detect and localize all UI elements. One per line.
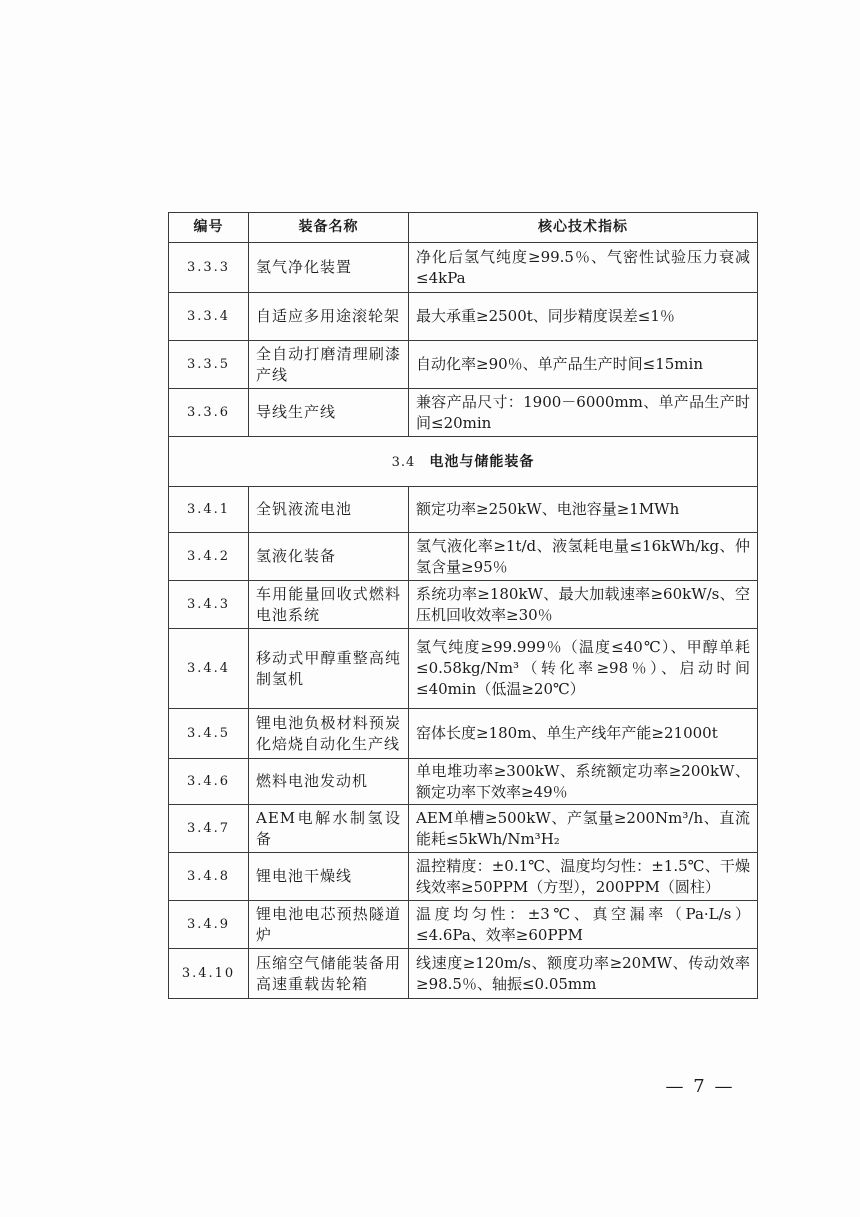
- table-row: [169, 533, 758, 581]
- table-row: [169, 853, 758, 901]
- row-spec: 系统功率≥180kW、最大加载速率≥60kW/s、空压机回收效率≥30％: [409, 581, 758, 629]
- row-name: 全钒液流电池: [249, 487, 409, 533]
- table-row: [169, 709, 758, 759]
- row-spec: 线速度≥120m/s、额度功率≥20MW、传动效率≥98.5％、轴振≤0.05mm: [409, 949, 758, 999]
- row-spec: 氢气纯度≥99.999％（温度≤40℃）、甲醇单耗≤0.58kg/Nm³（转化率≥98％）、启动时间≤40min（低温≥20℃）: [409, 629, 758, 709]
- header-spec: 核心技术指标: [409, 213, 758, 243]
- row-id: 3.3.3: [169, 243, 249, 293]
- table-row: [169, 581, 758, 629]
- row-id: 3.4.5: [169, 709, 249, 759]
- row-id: 3.4.4: [169, 629, 249, 709]
- row-spec: 温控精度：±0.1℃、温度均匀性：±1.5℃、干燥线效率≥50PPM（方型），200PPM（圆柱）: [409, 853, 758, 901]
- row-id: 3.4.1: [169, 487, 249, 533]
- section-row: [169, 437, 758, 487]
- table-row: [169, 243, 758, 293]
- header-id: 编号: [169, 213, 249, 243]
- table-row: [169, 293, 758, 341]
- section-heading: [169, 437, 758, 487]
- row-id: 3.3.5: [169, 341, 249, 389]
- row-spec: 最大承重≥2500t、同步精度误差≤1％: [409, 293, 758, 341]
- row-spec: 自动化率≥90％、单产品生产时间≤15min: [409, 341, 758, 389]
- table-row: [169, 949, 758, 999]
- row-name: 全自动打磨清理刷漆产线: [249, 341, 409, 389]
- row-spec: 净化后氢气纯度≥99.5％、气密性试验压力衰减≤4kPa: [409, 243, 758, 293]
- row-spec: 温度均匀性：±3℃、真空漏率（Pa·L/s）≤4.6Pa、效率≥60PPM: [409, 901, 758, 949]
- row-spec: AEM单槽≥500kW、产氢量≥200Nm³/h、直流能耗≤5kWh/Nm³H₂: [409, 805, 758, 853]
- table-row: [169, 629, 758, 709]
- row-name: 移动式甲醇重整高纯制氢机: [249, 629, 409, 709]
- table-header-row: [169, 213, 758, 243]
- row-id: 3.4.8: [169, 853, 249, 901]
- row-id: 3.4.3: [169, 581, 249, 629]
- row-id: 3.4.6: [169, 759, 249, 805]
- row-id: 3.4.10: [169, 949, 249, 999]
- row-spec: 窑体长度≥180m、单生产线年产能≥21000t: [409, 709, 758, 759]
- table-row: [169, 389, 758, 437]
- section-number: 3.4: [391, 454, 416, 470]
- row-spec: 单电堆功率≥300kW、系统额定功率≥200kW、额定功率下效率≥49％: [409, 759, 758, 805]
- row-name: 自适应多用途滚轮架: [249, 293, 409, 341]
- row-id: 3.4.7: [169, 805, 249, 853]
- table-row: [169, 805, 758, 853]
- table-row: [169, 759, 758, 805]
- row-id: 3.4.2: [169, 533, 249, 581]
- row-name: 锂电池负极材料预炭化焙烧自动化生产线: [249, 709, 409, 759]
- equipment-table: [168, 212, 758, 999]
- row-id: 3.3.6: [169, 389, 249, 437]
- row-name: 导线生产线: [249, 389, 409, 437]
- section-title: 电池与储能装备: [429, 453, 535, 470]
- row-name: 氢液化装备: [249, 533, 409, 581]
- page-number: — 7 —: [665, 1076, 735, 1097]
- row-name: 氢气净化装置: [249, 243, 409, 293]
- table-row: [169, 341, 758, 389]
- row-spec: 额定功率≥250kW、电池容量≥1MWh: [409, 487, 758, 533]
- table-row: [169, 487, 758, 533]
- row-spec: 兼容产品尺寸：1900－6000mm、单产品生产时间≤20min: [409, 389, 758, 437]
- row-name: 压缩空气储能装备用高速重载齿轮箱: [249, 949, 409, 999]
- header-name: 装备名称: [249, 213, 409, 243]
- row-name: 燃料电池发动机: [249, 759, 409, 805]
- row-id: 3.4.9: [169, 901, 249, 949]
- row-spec: 氢气液化率≥1t/d、液氢耗电量≤16kWh/kg、仲氢含量≥95％: [409, 533, 758, 581]
- row-id: 3.3.4: [169, 293, 249, 341]
- row-name: 锂电池干燥线: [249, 853, 409, 901]
- row-name: AEM电解水制氢设备: [249, 805, 409, 853]
- table-row: [169, 901, 758, 949]
- row-name: 车用能量回收式燃料电池系统: [249, 581, 409, 629]
- row-name: 锂电池电芯预热隧道炉: [249, 901, 409, 949]
